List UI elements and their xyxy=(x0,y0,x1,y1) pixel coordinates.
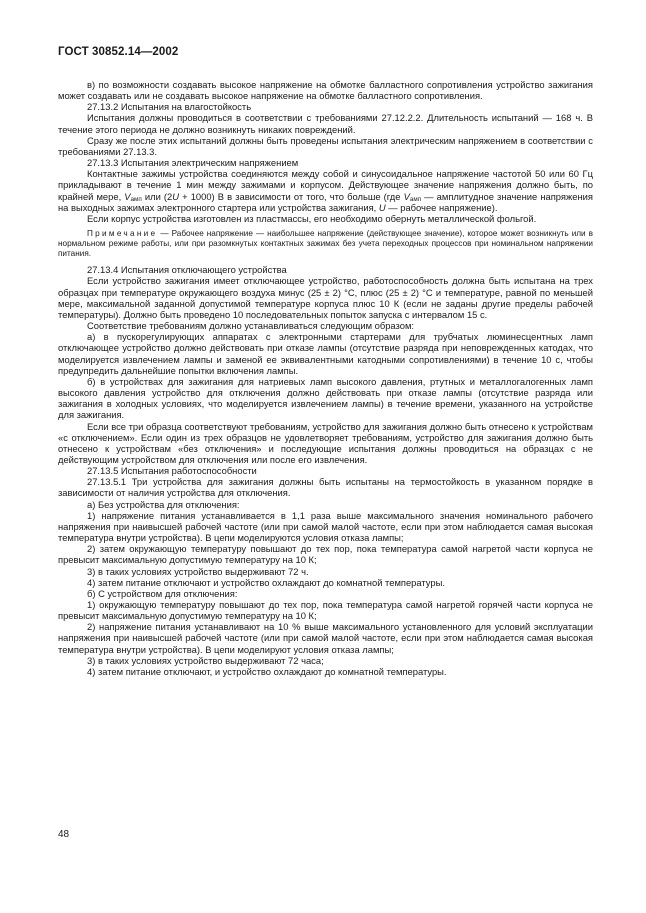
section-heading: 27.13.5 Испытания работоспособности xyxy=(87,465,257,477)
formula-u-symbol: U xyxy=(172,190,180,202)
paragraph: Испытания должны проводиться в соответствии с требованиями 27.12.2.2. Длительность испытаний — 168 ч. В течение этого периода не должно возникнуть никаких повреждений. xyxy=(58,112,593,135)
document-body xyxy=(58,79,593,677)
page-number: 48 xyxy=(58,829,70,840)
section-heading: 27.13.3 Испытания электрическим напряжением xyxy=(87,157,299,169)
section-heading: 27.13.2 Испытания на влагостойкость xyxy=(87,101,252,113)
paragraph: а) в пускорегулирующих аппаратах с электронными стартерами для трубчатых люминесцентных ламп отключающее устройство должно действовать при отказе лампы (отсутствие разряда при неповрежденных катодах, что моделируется извлечением лампы и заменой ее эквивалентными катодными сопротивлениями) в течение 10 с, чтобы предупредить дальнейшие попытки включения лампы. xyxy=(58,331,593,376)
note-label: Примечание xyxy=(87,229,158,239)
paragraph: Если все три образца соответствуют требованиям, устройство для зажигания должно быть отнесено к устройствам «с отключением». Если один из трех образцов не удовлетворяет требованиям, устройство для зажигания должно быть отнесено к устройствам «без отключения» и последующие испытания должны проводиться на образцах с не действующим устройством для отключения или после его извлечения. xyxy=(58,420,593,465)
formula-v-subscript-2: амп xyxy=(409,195,422,203)
list-item: 4) затем питание отключают и устройство охлаждают до комнатной температуры. xyxy=(87,576,445,588)
formula-plus-text: + 1000) В в зависимости от того, что больше (где xyxy=(179,190,404,202)
formula-v-symbol: V xyxy=(124,190,131,202)
paragraph: Если устройство зажигания имеет отключающее устройство, работоспособность должна быть испытана на трех образцах при температуре окружающего воздуха минус (25 ± 2) °С, плюс (25 ± 2) °С и температуре, равной по меньшей мере, максимальной заданной допустимой температуре корпуса плюс 10 К (если не заданы другие пределы рабочей температуры). Должно быть проведено 10 последовательных попыток запуска с интервалом 15 с. xyxy=(58,275,593,320)
paragraph: Сразу же после этих испытаний должны быть проведены испытания электрическим напряжением в соответствии с требованиями 27.13.3. xyxy=(58,134,593,157)
formula-v-symbol-2: V xyxy=(403,190,410,202)
note xyxy=(58,229,593,259)
list-item: 3) в таких условиях устройство выдерживают 72 ч. xyxy=(87,565,309,577)
formula-u-symbol-2: U xyxy=(378,201,386,213)
paragraph: Соответствие требованиям должно устанавливаться следующим образом: xyxy=(87,320,414,332)
formula-end-text: — рабочее напряжение). xyxy=(385,201,498,213)
note-text: — Рабочее напряжение — наибольшее напряжение (действующее значение), которое может возникнуть или в нормальном режиме работы, или при разомкнутых контактных зажимах без учета переходных процессов при номинальном напряжении питания. xyxy=(58,229,593,259)
paragraph: Если корпус устройства изготовлен из пластмассы, его необходимо обернуть металлической фольгой. xyxy=(87,212,537,224)
formula-tail-text: — амплитудное значение напряжения на выходных зажимах электронного стартера или устройства зажигания, xyxy=(58,190,593,213)
paragraph-voltage-text: Контактные зажимы устройства соединяются между собой и синусоидальное напряжение частотой 50 или 60 Гц прикладывают в течение 1 мин между зажимами и корпусом. Действующее значение напряжения должно быть, по крайней мере, xyxy=(58,168,593,202)
list-item: 2) напряжение питания устанавливают на 10 % выше максимального установленного для условий эксплуатации напряжения при наивысшей рабочей частоте (или при самой малой частоте, если при этом наблюдается самая высокая температура внутри устройства). В цепи моделируют условия отказа лампы; xyxy=(58,621,593,655)
list-heading: а) Без устройства для отключения: xyxy=(87,498,240,510)
section-heading: 27.13.4 Испытания отключающего устройства xyxy=(87,264,287,276)
paragraph: в) по возможности создавать высокое напряжение на обмотке балластного сопротивления устройство зажигания может создавать или не создавать высокое напряжение на обмотке балластного сопротивления. xyxy=(58,79,593,102)
formula-or-text: или (2 xyxy=(141,190,173,202)
list-item: 1) окружающую температуру повышают до тех пор, пока температура самой нагретой горячей части корпуса не превысит максимальную допустимую температуру на 10 К; xyxy=(58,599,593,622)
list-item: 1) напряжение питания устанавливается в 1,1 раза выше максимального значения номинального рабочего напряжения при наивысшей рабочей частоте (или при самой малой частоте, если при этом наблюдается самая высокая температура внутри устройства). В цепи моделируются условия отказа лампы; xyxy=(58,509,593,544)
list-item: 2) затем окружающую температуру повышают до тех пор, пока температура самой нагретой части корпуса не превысит максимальную допустимую температуру на 10 К; xyxy=(58,543,593,566)
list-item: 4) затем питание отключают, и устройство охлаждают до комнатной температуры. xyxy=(87,665,447,677)
list-heading: б) С устройством для отключения: xyxy=(87,587,238,599)
document-header: ГОСТ 30852.14—2002 xyxy=(58,46,179,58)
list-item: 3) в таких условиях устройство выдерживают 72 часа; xyxy=(87,654,324,666)
paragraph: б) в устройствах для зажигания для натриевых ламп высокого давления, ртутных и металлогалогенных ламп высокого давления устройство для отключения должно действовать при отказе лампы (отсутствие разряда или зажигания в холодных условиях, что моделируется извлечением лампы) в течение времени, указанного на устройстве для зажигания. xyxy=(58,375,593,421)
formula-v-subscript: амп xyxy=(130,195,142,203)
paragraph: 27.13.5.1 Три устройства для зажигания должны быть испытаны на термостойкость в указанном порядке в зависимости от наличия устройства для отключения. xyxy=(58,476,593,499)
paragraph-voltage xyxy=(58,168,593,213)
